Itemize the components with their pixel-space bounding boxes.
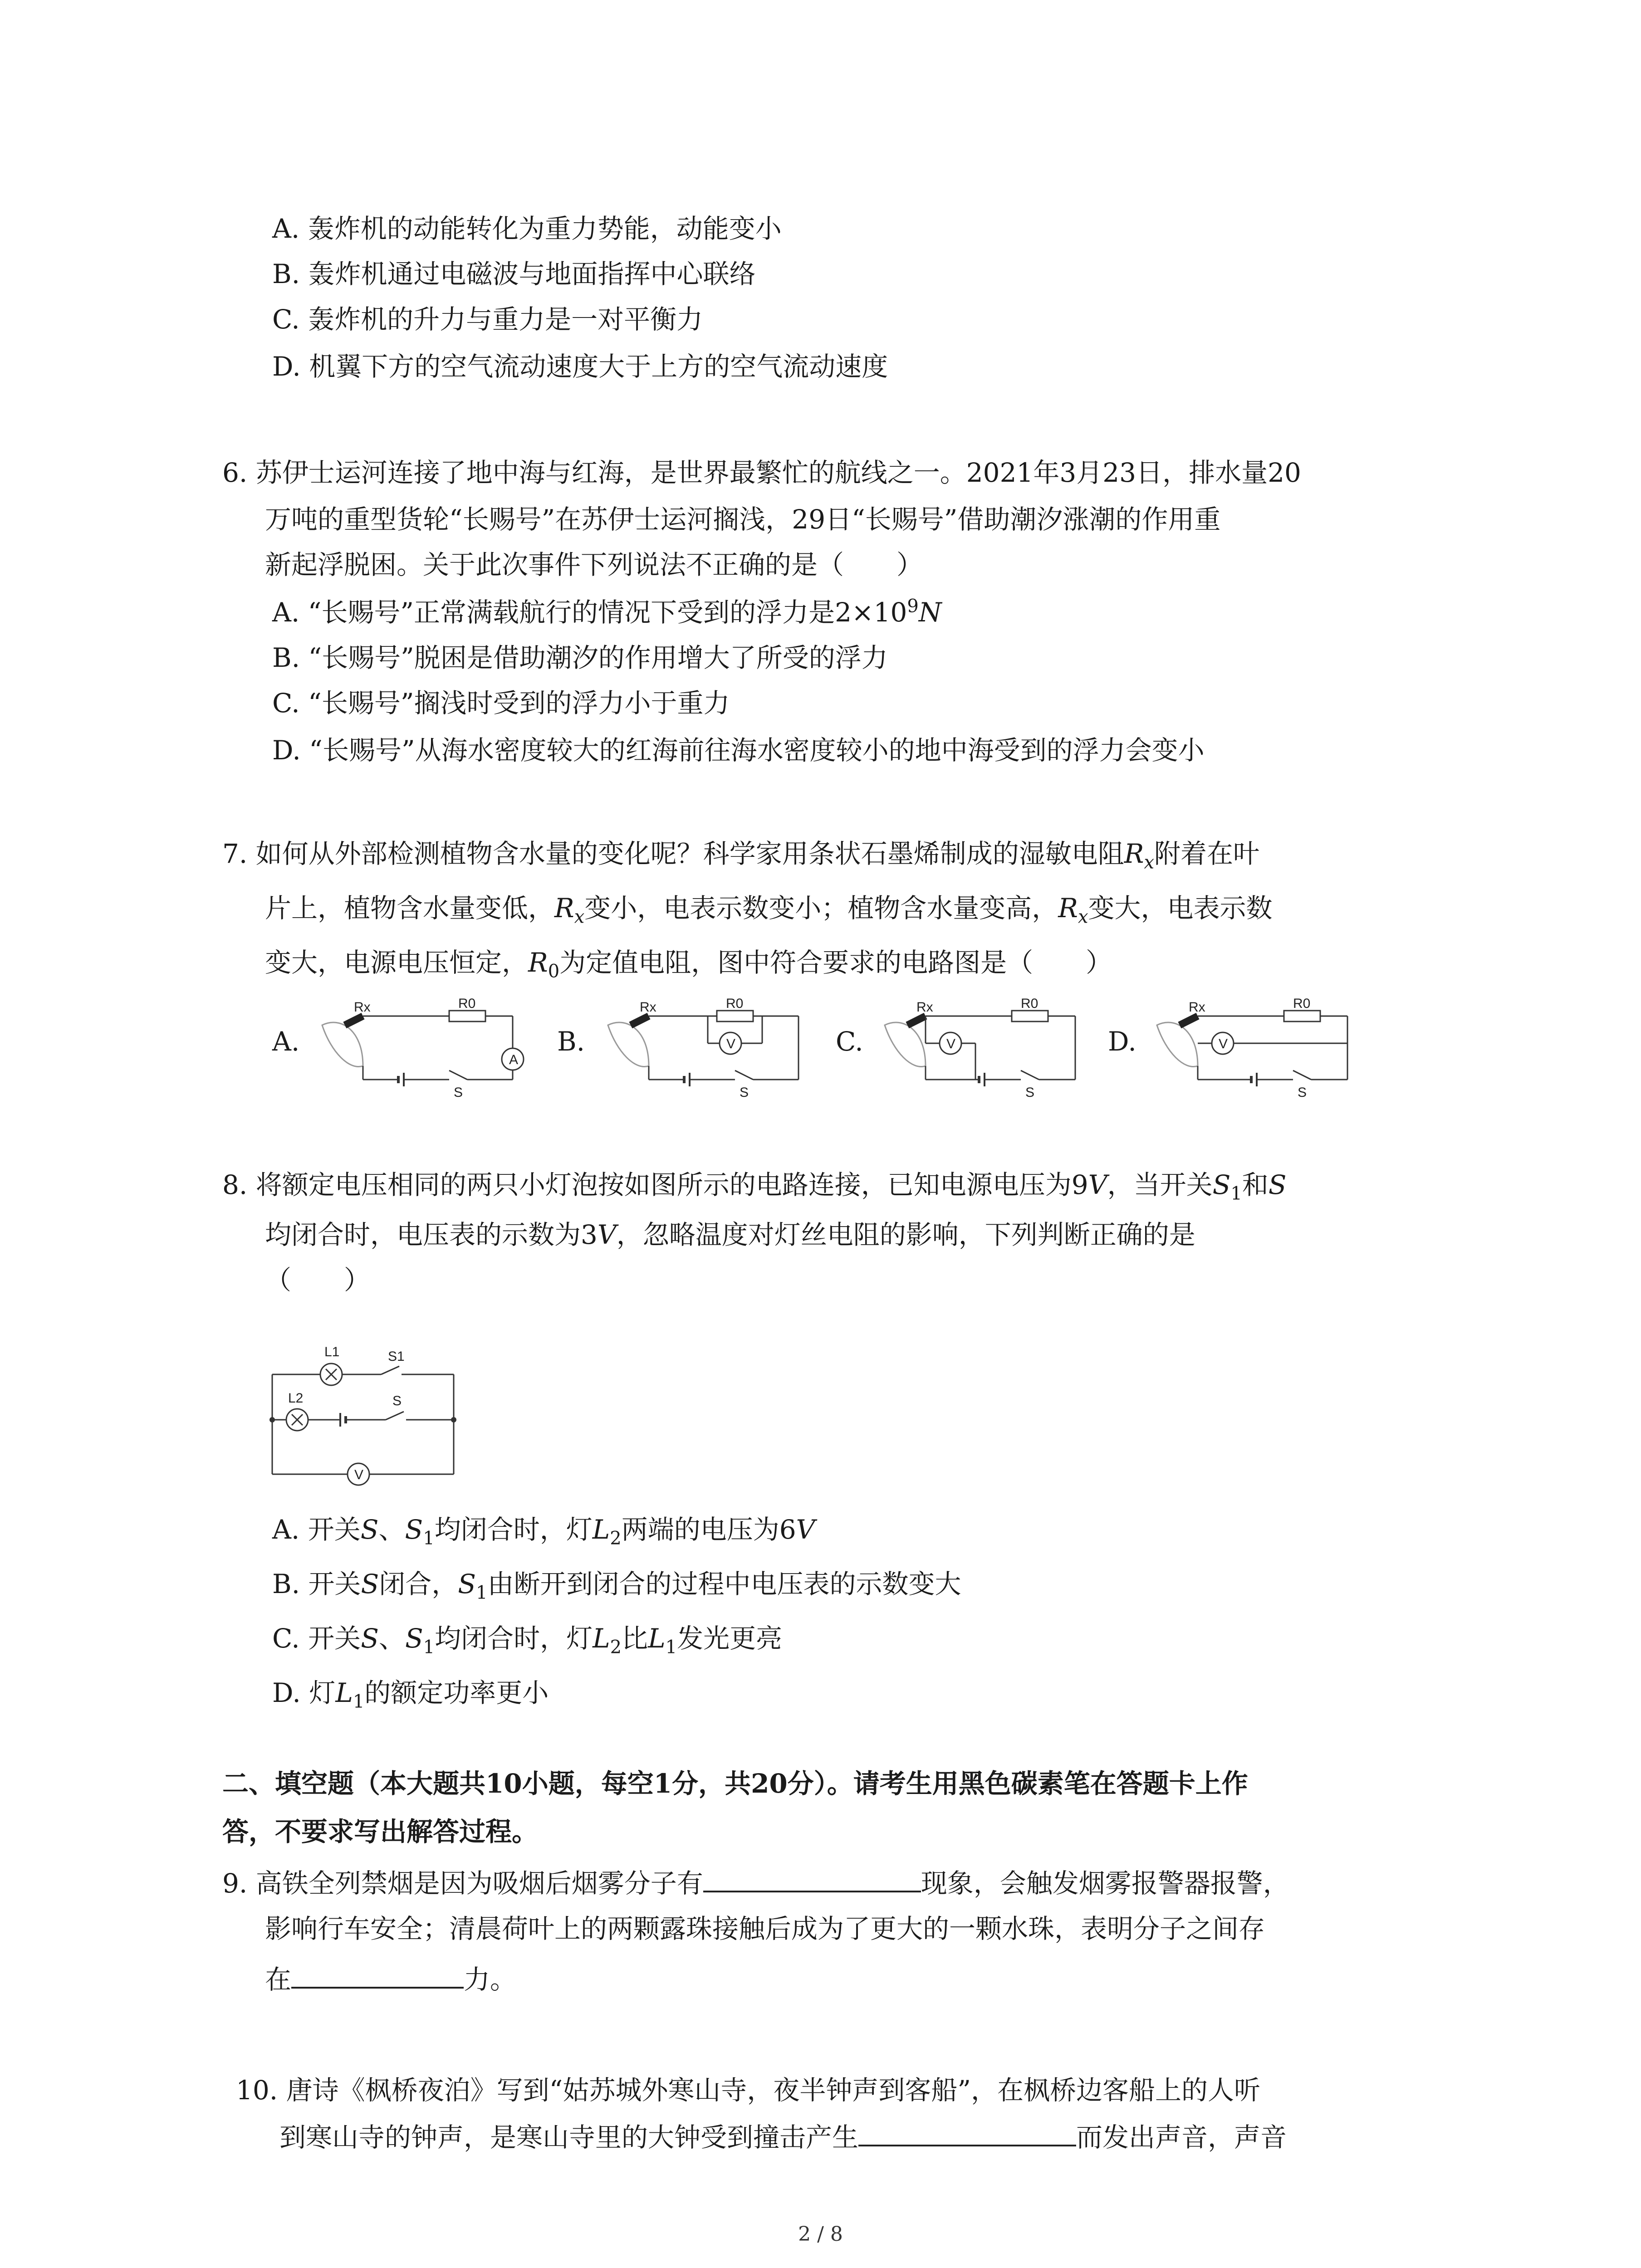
switch-label: S — [1025, 1085, 1035, 1100]
q5-option-d: D. 机翼下方的空气流动速度大于上方的空气流动速度 — [272, 351, 888, 382]
q8-circuit-figure — [268, 1338, 467, 1492]
q8-option-c: C. 开关S、$S_1$均闭合时，灯$L_2$比$L_1$发光更亮 — [272, 1623, 783, 1658]
q10-line1: 10. 唐诗《枫桥夜泊》写到“姑苏城外寒山寺，夜半钟声到客船”，在枫桥边客船上的人听 — [236, 2075, 1260, 2106]
switch-s — [386, 1412, 404, 1420]
switch-label: S — [740, 1085, 749, 1100]
q6-option-b: B. “长赐号”脱困是借助潮汐的作用增大了所受的浮力 — [272, 642, 888, 673]
q7-circuit-c-figure — [876, 998, 1093, 1102]
q8-option-d: D. 灯$L_1$的额定功率更小 — [272, 1677, 549, 1712]
q8-stem-line1: 8. 将额定电压相同的两只小灯泡按如图所示的电路连接，已知电源电压为9V，当开关$S_1$和S — [222, 1169, 1287, 1204]
q7-circuit-a-figure — [313, 998, 531, 1102]
q8-stem-line2: 均闭合时，电压表的示数为3V，忽略温度对灯丝电阻的影响，下列判断正确的是 — [265, 1219, 1195, 1250]
q7-choice-c-label: C. — [836, 1026, 863, 1057]
switch-s — [449, 1070, 467, 1080]
s-label: S — [392, 1393, 402, 1408]
q9-blank-1[interactable] — [703, 1863, 921, 1892]
q9-line1: 9. 高铁全列禁烟是因为吸烟后烟雾分子有 现象，会触发烟雾报警器报警， — [222, 1863, 1289, 1902]
l1-label: L1 — [324, 1344, 340, 1359]
r0-label: R0 — [1021, 998, 1038, 1011]
r0-resistor — [449, 1011, 485, 1022]
r0-label: R0 — [726, 998, 744, 1011]
q6-option-a: A. “长赐号”正常满载航行的情况下受到的浮力是$2\times 10^9N$ — [272, 596, 942, 628]
page-number: 2 / 8 — [798, 2223, 843, 2246]
rx-label: Rx — [640, 1000, 656, 1015]
rx-label: Rx — [354, 1000, 371, 1015]
q10-line2: 到寒山寺的钟声，是寒山寺里的大钟受到撞击产生 而发出声音，声音 — [279, 2117, 1287, 2156]
s1-label: S1 — [388, 1349, 405, 1364]
q9-line2: 影响行车安全；清晨荷叶上的两颗露珠接触后成为了更大的一颗水珠，表明分子之间存 — [265, 1913, 1265, 1944]
section2-heading-line1: 二、填空题（本大题共10小题，每空1分，共20分）。请考生用黑色碳素笔在答题卡上作 — [222, 1768, 1248, 1799]
switch-label: S — [454, 1085, 463, 1100]
voltmeter-label: V — [726, 1036, 736, 1051]
q6-stem-line1: 6. 苏伊士运河连接了地中海与红海，是世界最繁忙的航线之一。2021年3月23日，排水量20 — [222, 457, 1301, 488]
leaf-shape — [322, 1022, 363, 1067]
q5-option-c: C. 轰炸机的升力与重力是一对平衡力 — [272, 304, 703, 335]
q7-choice-b-label: B. — [557, 1026, 585, 1057]
rx-label: Rx — [1189, 1000, 1205, 1015]
q8-option-b: B. 开关S闭合，$S_1$由断开到闭合的过程中电压表的示数变大 — [272, 1569, 961, 1603]
rx-label: Rx — [916, 1000, 933, 1015]
q8-option-a: A. 开关S、$S_1$均闭合时，灯$L_2$两端的电压为6V — [272, 1514, 815, 1549]
voltmeter-label: V — [354, 1467, 364, 1482]
ammeter-label: A — [509, 1052, 519, 1067]
voltmeter-label: V — [946, 1036, 956, 1051]
q9-line3: 在 力。 — [265, 1960, 516, 1999]
q7-circuit-b-figure — [599, 998, 817, 1102]
switch-label: S — [1298, 1085, 1307, 1100]
q6-stem-line2: 万吨的重型货轮“长赐号”在苏伊士运河搁浅，29日“长赐号”借助潮汐涨潮的作用重 — [265, 504, 1221, 535]
switch-s1 — [381, 1366, 399, 1374]
q7-stem-line1: 7. 如何从外部检测植物含水量的变化呢？科学家用条状石墨烯制成的湿敏电阻$R_x$附着在叶 — [222, 838, 1260, 873]
q7-stem-line3: 变大，电源电压恒定，$R_0$为定值电阻，图中符合要求的电路图是（ ） — [265, 947, 1112, 982]
q5-option-a: A. 轰炸机的动能转化为重力势能，动能变小 — [272, 213, 782, 244]
q7-choice-d-label: D. — [1108, 1026, 1136, 1057]
l2-label: L2 — [288, 1391, 304, 1406]
q7-circuit-d-figure — [1148, 998, 1366, 1102]
q7-stem-line2: 片上，植物含水量变低，$R_x$变小，电表示数变小；植物含水量变高，$R_x$变大，电表示数 — [265, 893, 1273, 928]
rx-strip — [345, 1016, 363, 1025]
r0-label: R0 — [1293, 998, 1311, 1011]
r0-label: R0 — [458, 998, 476, 1011]
q6-option-c: C. “长赐号”搁浅时受到的浮力小于重力 — [272, 688, 730, 719]
section2-heading-line2: 答，不要求写出解答过程。 — [222, 1816, 539, 1847]
q9-blank-2[interactable] — [291, 1960, 464, 1989]
q5-option-b: B. 轰炸机通过电磁波与地面指挥中心联络 — [272, 259, 756, 289]
q6-option-d: D. “长赐号”从海水密度较大的红海前往海水密度较小的地中海受到的浮力会变小 — [272, 735, 1205, 766]
q8-stem-line3: （ ） — [265, 1265, 371, 1295]
voltmeter-label: V — [1219, 1036, 1228, 1051]
q6-stem-line3: 新起浮脱困。关于此次事件下列说法不正确的是（ ） — [265, 549, 923, 580]
q10-blank-1[interactable] — [858, 2117, 1076, 2146]
q7-choice-a-label: A. — [272, 1026, 300, 1057]
